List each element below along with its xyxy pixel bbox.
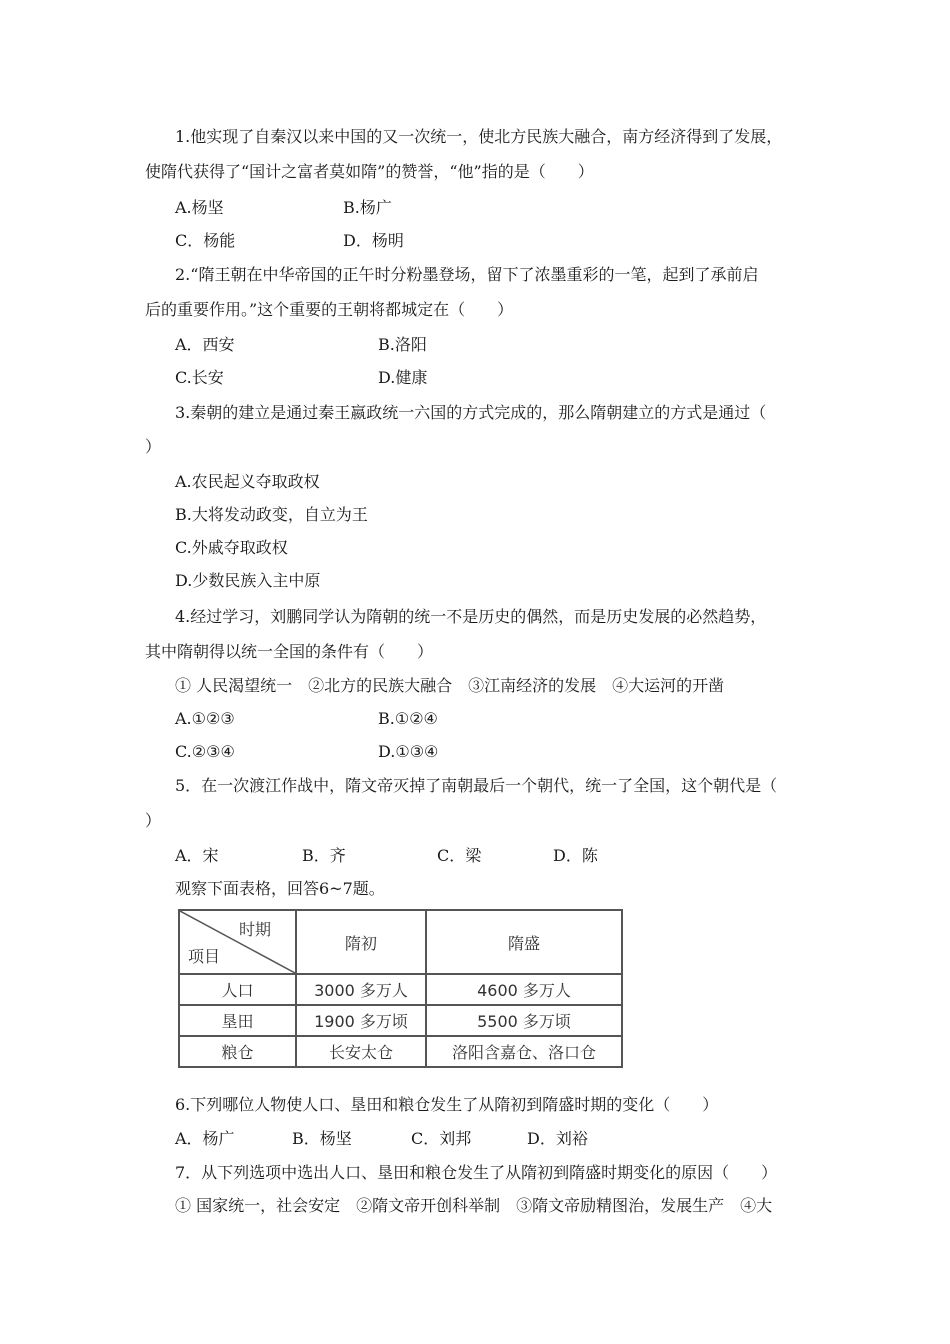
q3-option-d: D.少数民族入主中原 (175, 571, 321, 590)
row-label: 垦田 (179, 1005, 296, 1036)
q1-stem-line2: 使隋代获得了“国计之富者莫如隋”的赞誉，“他”指的是（ ） (145, 162, 594, 181)
table-intro: 观察下面表格，回答6~7题。 (175, 879, 385, 898)
q5-option-c: C．梁 (437, 846, 482, 865)
q7-items: ① 国家统一，社会安定 ②隋文帝开创科举制 ③隋文帝励精图治，发展生产 ④大 (175, 1196, 773, 1215)
table-header-row (179, 910, 622, 974)
q3-option-b: B.大将发动政变，自立为王 (175, 505, 368, 524)
data-table (178, 909, 623, 1068)
corner-top-label: 时期 (238, 920, 271, 939)
table-row (179, 1036, 622, 1067)
cell-early: 1900 多万顷 (296, 1005, 426, 1036)
q4-stem-line2: 其中隋朝得以统一全国的条件有（ ） (145, 642, 434, 661)
q2-option-b: B.洛阳 (378, 335, 427, 354)
cell-peak: 4600 多万人 (426, 974, 622, 1005)
q4-option-a: A.①②③ (175, 709, 235, 728)
q5-option-d: D．陈 (553, 846, 598, 865)
q1-option-b: B.杨广 (343, 198, 392, 217)
cell-peak: 5500 多万顷 (426, 1005, 622, 1036)
q2-option-d: D.健康 (378, 368, 428, 387)
row-label: 人口 (179, 974, 296, 1005)
q4-stem-line1: 4.经过学习，刘鹏同学认为隋朝的统一不是历史的偶然，而是历史发展的必然趋势， (175, 607, 767, 626)
q5-stem-line1: 5．在一次渡江作战中，隋文帝灭掉了南朝最后一个朝代，统一了全国，这个朝代是（ (175, 776, 778, 795)
table-corner-cell (179, 910, 296, 974)
q3-stem-line2: ） (145, 437, 162, 456)
q3-stem-line1: 3.秦朝的建立是通过秦王嬴政统一六国的方式完成的，那么隋朝建立的方式是通过（ (175, 403, 767, 422)
q1-option-d: D．杨明 (343, 231, 404, 250)
q6-option-a: A．杨广 (175, 1129, 235, 1148)
q2-stem-line1: 2.“隋王朝在中华帝国的正午时分粉墨登场，留下了浓墨重彩的一笔，起到了承前启 (175, 265, 759, 284)
q1-option-c: C．杨能 (175, 231, 236, 250)
q4-items: ① 人民渴望统一 ②北方的民族大融合 ③江南经济的发展 ④大运河的开凿 (175, 676, 725, 695)
row-label: 粮仓 (179, 1036, 296, 1067)
q2-option-a: A．西安 (175, 335, 235, 354)
corner-bottom-label: 项目 (188, 947, 221, 966)
table-row (179, 1005, 622, 1036)
q6-stem: 6.下列哪位人物使人口、垦田和粮仓发生了从隋初到隋盛时期的变化（ ） (175, 1095, 719, 1114)
q5-stem-line2: ） (145, 811, 162, 830)
q5-option-b: B．齐 (302, 846, 346, 865)
q4-option-d: D.①③④ (378, 742, 439, 761)
q4-option-c: C.②③④ (175, 742, 235, 761)
q7-stem: 7．从下列选项中选出人口、垦田和粮仓发生了从隋初到隋盛时期变化的原因（ ） (175, 1163, 778, 1182)
q2-stem-line2: 后的重要作用。”这个重要的王朝将都城定在（ ） (145, 300, 514, 319)
cell-peak: 洛阳含嘉仓、洛口仓 (426, 1036, 622, 1067)
col-header-early: 隋初 (296, 910, 426, 974)
q6-option-b: B．杨坚 (292, 1129, 352, 1148)
q2-option-c: C.长安 (175, 368, 224, 387)
q6-option-d: D．刘裕 (527, 1129, 588, 1148)
q4-option-b: B.①②④ (378, 709, 438, 728)
q6-option-c: C．刘邦 (411, 1129, 472, 1148)
cell-early: 长安太仓 (296, 1036, 426, 1067)
table-row (179, 974, 622, 1005)
cell-early: 3000 多万人 (296, 974, 426, 1005)
col-header-peak: 隋盛 (426, 910, 622, 974)
q3-option-c: C.外戚夺取政权 (175, 538, 288, 557)
q5-option-a: A．宋 (175, 846, 219, 865)
q3-option-a: A.农民起义夺取政权 (175, 472, 320, 491)
q1-option-a: A.杨坚 (175, 198, 224, 217)
q1-stem-line1: 1.他实现了自秦汉以来中国的又一次统一，使北方民族大融合，南方经济得到了发展， (175, 127, 783, 146)
